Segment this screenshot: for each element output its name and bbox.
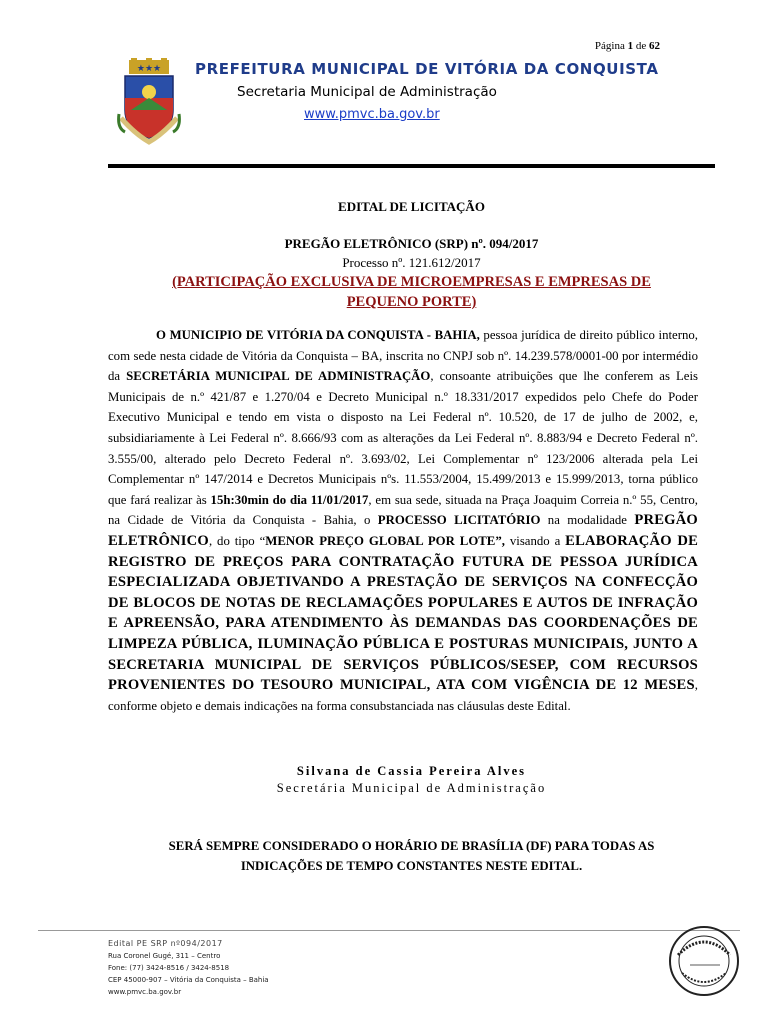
edital-title: EDITAL DE LICITAÇÃO	[338, 199, 485, 214]
body-bold: 15h:30min do dia 11/01/2017	[210, 492, 369, 507]
body-text: , do tipo “	[208, 533, 266, 548]
body-bold: SECRETÁRIA MUNICIPAL DE ADMINISTRAÇÃO	[126, 369, 431, 384]
pregao-title: PREGÃO ELETRÔNICO (SRP) nº. 094/2017	[284, 236, 539, 251]
body-bold: MENOR PREÇO GLOBAL POR LOTE”,	[265, 533, 505, 548]
footer-website: www.pmvc.ba.gov.br	[108, 988, 182, 996]
footer-address: Rua Coronel Gugé, 311 – Centro	[108, 952, 221, 960]
exclusive-participation-note	[108, 272, 715, 312]
body-text: , em sua sede, situada na Praça Joaquim Correia n.º 55, Centro, na Cidade de Vitória da Conquista - Bahia, o	[108, 492, 698, 528]
body-bold: PROCESSO LICITATÓRIO	[377, 513, 541, 528]
body-paragraph	[108, 325, 698, 716]
header-divider	[108, 164, 715, 168]
edital-body	[108, 325, 698, 716]
svg-text:★★★: ★★★	[136, 64, 162, 74]
processo-number: Processo nº. 121.612/2017	[342, 255, 481, 270]
official-stamp-icon	[668, 925, 740, 997]
signer-name: Silvana de Cassia Pereira Alves	[296, 764, 527, 778]
header-url-link[interactable]: www.pmvc.ba.gov.br	[304, 107, 440, 122]
footer-cep: CEP 45000-907 – Vitória da Conquista – Bahia	[108, 976, 269, 984]
page-number-total: 62	[649, 40, 660, 52]
time-notice-line1: SERÁ SEMPRE CONSIDERADO O HORÁRIO DE BRASÍLIA (DF) PARA TODAS AS	[168, 839, 655, 853]
body-text: pessoa jurídica de direito público interno, com sede nesta cidade de Vitória da Conquista – BA, inscrita no CNPJ sob nº. 14.239.578/0001-00 por intermédio da	[108, 328, 698, 384]
page-number-current: 1	[627, 40, 634, 52]
page-number	[595, 40, 660, 52]
body-text: visando a	[504, 533, 566, 548]
body-object-description: ELABORAÇÃO DE REGISTRO DE PREÇOS PARA CONTRATAÇÃO FUTURA DE PESSOA JURÍDICA ESPECIALIZADA OBJETIVANDO A PRESTAÇÃO DE SERVIÇOS NA CONFECÇÃO DE BLOCOS DE NOTAS DE RECLAMAÇÕES POPULARES E AUTOS DE INFRAÇÃO E APREENSÃO, PARA ATENDIMENTO ÀS DEMANDAS DAS COORDENAÇÕES DE LIMPEZA PÚBLICA, ILUMINAÇÃO PÚBLICA E POSTURAS MUNICIPAIS, JUNTO A SECRETARIA MUNICIPAL DE SERVIÇOS PÚBLICOS/SESEP, COM RECURSOS PROVENIENTES DO TESOURO MUNICIPAL, ATA COM VIGÊNCIA DE 12 MESES	[108, 532, 699, 694]
municipal-coat-of-arms-icon	[117, 58, 181, 148]
time-notice-line2: INDICAÇÕES DE TEMPO CONSTANTES NESTE EDITAL.	[240, 859, 583, 873]
header-title: PREFEITURA MUNICIPAL DE VITÓRIA DA CONQUISTA	[195, 60, 659, 78]
body-emphasis: PREGÃO ELETRÔNICO	[108, 512, 698, 549]
signer-role: Secretária Municipal de Administração	[276, 781, 547, 795]
page-number-prefix: Página	[594, 40, 625, 52]
footer-edital-ref: Edital PE SRP nº094/2017	[108, 939, 223, 948]
exclusive-note-line2: PEQUENO PORTE)	[346, 294, 477, 310]
time-notice	[108, 836, 715, 876]
body-text: na modalidade	[540, 513, 635, 528]
footer-phone: Fone: (77) 3424-8516 / 3424-8518	[108, 964, 230, 972]
body-text: , conforme objeto e demais indicações na forma consubstanciada nas cláusulas deste Edital.	[108, 678, 698, 713]
body-bold: O MUNICIPIO DE VITÓRIA DA CONQUISTA - BAHIA,	[156, 328, 480, 342]
body-text: , consoante atribuições que lhe conferem as Leis Municipais de n.º 421/87 e 1.270/04 e Decreto Municipal n.º 18.331/2017 expedidos pelo Chefe do Poder Executivo Municipal e tendo em vista o disposto na Lei Federal nº. 10.520, de 17 de julho de 2002, e, subsidiariamente à Lei Federal nº. 8.666/93 com as alterações da Lei Federal nº. 8.883/94 e Decreto Federal nº. 3.555/00, alterado pelo Decreto Federal nº. 3.693/02, Lei Complementar nº 123/2006 alterada pela Lei Complementar nº 147/2014 e Decretos Municipais nºs. 11.553/2004, 15.499/2013 e 15.999/2013, torna público que fará realizar às	[108, 369, 698, 507]
footer	[108, 938, 269, 998]
exclusive-note-line1: (PARTICIPAÇÃO EXCLUSIVA DE MICROEMPRESAS E EMPRESAS DE	[172, 274, 651, 290]
header-subtitle: Secretaria Municipal de Administração	[237, 84, 497, 100]
page-number-separator: de	[635, 40, 647, 52]
footer-divider	[38, 930, 740, 931]
